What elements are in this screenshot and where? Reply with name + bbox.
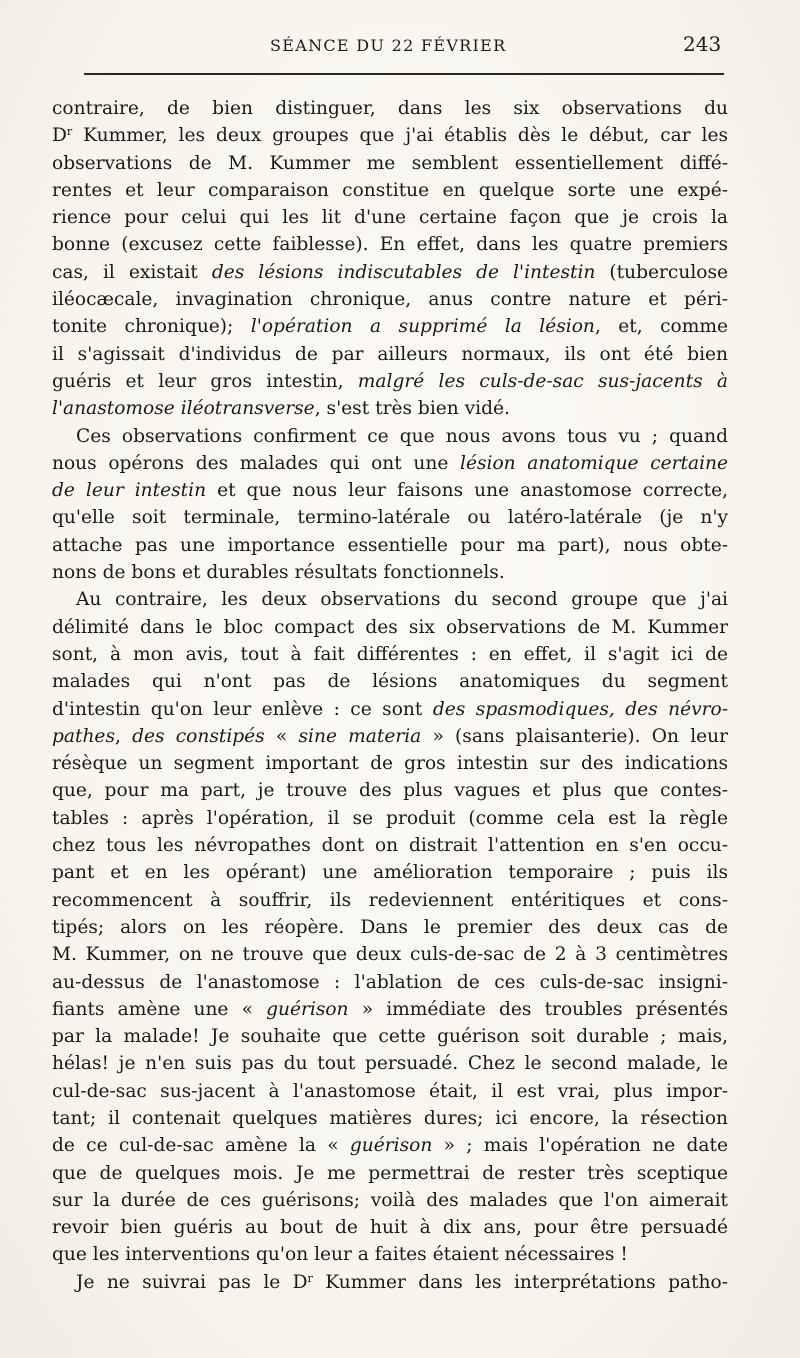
text-segment: hélas! je n'en suis pas du tout persuadé. Chez le second malade, le [52, 1053, 728, 1075]
text-line [52, 641, 728, 668]
text-segment: il s'agissait d'individus de par ailleurs normaux, ils ont été bien [52, 343, 728, 365]
text-line [52, 941, 728, 968]
text-line [52, 423, 728, 450]
italic-text: pathes [52, 725, 115, 747]
text-line [52, 177, 728, 204]
text-line [52, 996, 728, 1023]
text-segment: rience pour celui qui les lit d'une certaine façon que je crois la [52, 207, 728, 229]
text-line [52, 887, 728, 914]
text-segment: iléocæcale, invagination chronique, anus contre nature et péri- [52, 289, 728, 311]
text-line [52, 504, 728, 531]
text-line [52, 777, 728, 804]
text-line [52, 614, 728, 641]
text-line [52, 586, 728, 613]
text-segment: et que nous leur faisons une anastomose correcte, [206, 480, 728, 502]
italic-text: guérison [349, 1135, 433, 1157]
text-segment: cas, il existait [52, 261, 212, 283]
italic-text: des constipés [132, 725, 265, 747]
text-line [52, 122, 728, 149]
text-segment: que, pour ma part, je trouve des plus vagues et plus que contes- [52, 780, 728, 802]
text-segment: fiants amène une « [52, 998, 267, 1020]
text-segment: chez tous les névropathes dont on distrait l'attention en s'en occu- [52, 835, 728, 857]
text-segment: attache pas une importance essentielle pour ma part), nous obte- [52, 534, 728, 556]
text-segment: tipés; alors on les réopère. Dans le premier des deux cas de [52, 916, 728, 938]
text-line [52, 969, 728, 996]
text-segment: M. Kummer, on ne trouve que deux culs-de-sac de 2 à 3 centimètres [52, 944, 728, 966]
text-segment: bonne (excusez cette faiblesse). En effet, dans les quatre premiers [52, 234, 728, 256]
text-segment: pant et en les opérant) une amélioration temporaire ; puis ils [52, 862, 728, 884]
text-segment: qu'elle soit terminale, termino-latérale ou latéro-latérale (je n'y [52, 507, 728, 529]
italic-text: l'anastomose iléotransverse [52, 398, 315, 420]
running-head [0, 30, 800, 62]
text-line [52, 1214, 728, 1241]
text-line [52, 313, 728, 340]
italic-text: guérison [266, 998, 349, 1020]
text-segment: Kummer dans les interprétations patho- [312, 1271, 728, 1293]
text-segment: que les interventions qu'on leur a faites étaient nécessaires ! [52, 1244, 628, 1266]
superscript: r [307, 1271, 313, 1285]
text-line [52, 723, 728, 750]
text-segment: , s'est très bien vidé. [314, 398, 510, 420]
text-segment: » immédiate des troubles présentés [348, 998, 728, 1020]
text-segment: » ; mais l'opération ne date [432, 1135, 728, 1157]
text-line [52, 259, 728, 286]
text-segment: , et, comme [594, 316, 728, 338]
text-segment: Au contraire, les deux observations du second groupe que j'ai [76, 589, 728, 611]
text-segment: que de quelques mois. Je me permettrai de rester très sceptique [52, 1162, 728, 1184]
text-line [52, 750, 728, 777]
text-segment: Ces observations confirment ce que nous avons tous vu ; quand [76, 425, 728, 447]
text-line [52, 1187, 728, 1214]
text-segment: » (sans plaisanterie). On leur [421, 725, 728, 747]
text-line [52, 395, 728, 422]
text-segment: au-dessus de l'anastomose : l'ablation de ces culs-de-sac insigni- [52, 971, 728, 993]
italic-text: l'opération a supprimé la lésion [250, 316, 595, 338]
italic-text: malgré les culs-de-sac sus-jacents à [357, 370, 728, 392]
text-segment: (tuberculose [595, 261, 728, 283]
text-segment: contraire, de bien distinguer, dans les six observations du [52, 98, 728, 119]
text-segment: recommencent à souffrir, ils redeviennent entéritiques et cons- [52, 889, 728, 911]
italic-text: sine materia [298, 725, 422, 747]
text-line [52, 668, 728, 695]
text-line [52, 95, 728, 122]
text-segment: nous opérons des malades qui ont une [52, 452, 461, 474]
text-line [52, 231, 728, 258]
text-line [52, 150, 728, 177]
text-line [52, 559, 728, 586]
text-segment: observations de M. Kummer me semblent essentiellement diffé- [52, 152, 728, 174]
text-line [52, 286, 728, 313]
text-segment: délimité dans le bloc compact des six observations de M. Kummer [52, 616, 728, 638]
text-segment: d'intestin qu'on leur enlève : ce sont [52, 698, 433, 720]
text-segment: revoir bien guéris au bout de huit à dix ans, pour être persuadé [52, 1217, 728, 1239]
running-title: SÉANCE DU 22 FÉVRIER [270, 36, 507, 55]
text-line [52, 1241, 728, 1268]
text-line [52, 477, 728, 504]
text-line [52, 1269, 728, 1296]
text-line [52, 859, 728, 886]
page-number: 243 [683, 32, 722, 56]
text-segment: sont, à mon avis, tout à fait différentes : en effet, il s'agit ici de [52, 643, 728, 665]
italic-text: des spasmodiques, des névro- [432, 698, 728, 720]
text-segment: rentes et leur comparaison constitue en quelque sorte une expé- [52, 179, 728, 201]
text-segment: cul-de-sac sus-jacent à l'anastomose était, il est vrai, plus impor- [52, 1080, 728, 1102]
body-text [52, 95, 728, 1296]
italic-text: des lésions indiscutables de l'intestin [211, 261, 596, 283]
text-line [52, 1160, 728, 1187]
text-segment: résèque un segment important de gros intestin sur des indications [52, 753, 728, 775]
text-line [52, 1078, 728, 1105]
text-segment: sur la durée de ces guérisons; voilà des malades que l'on aimerait [52, 1189, 728, 1211]
text-segment: D [52, 125, 67, 147]
text-line [52, 204, 728, 231]
text-segment: « [264, 725, 299, 747]
text-segment: guéris et leur gros intestin, [52, 370, 358, 392]
text-line [52, 532, 728, 559]
text-segment: tant; il contenait quelques matières dures; ici encore, la résection [52, 1107, 728, 1129]
text-line [52, 696, 728, 723]
text-segment: malades qui n'ont pas de lésions anatomiques du segment [52, 671, 728, 693]
superscript: r [66, 125, 73, 139]
text-segment: par la malade! Je souhaite que cette guérison soit durable ; mais, [52, 1026, 728, 1048]
text-line [52, 1023, 728, 1050]
text-segment: tables : après l'opération, il se produit (comme cela est la règle [52, 807, 728, 829]
text-segment: Kummer, les deux groupes que j'ai établis dès le début, car les [72, 125, 728, 147]
text-segment: de ce cul-de-sac amène la « [52, 1135, 350, 1157]
text-line [52, 368, 728, 395]
text-line [52, 341, 728, 368]
text-segment: Je ne suivrai pas le D [76, 1271, 308, 1293]
text-segment: nons de bons et durables résultats fonctionnels. [52, 562, 505, 584]
text-line [52, 832, 728, 859]
header-rule [84, 73, 724, 75]
text-line [52, 1050, 728, 1077]
text-line [52, 1105, 728, 1132]
text-line [52, 1132, 728, 1159]
text-segment: tonite chronique); [52, 316, 251, 338]
italic-text: lésion anatomique certaine [460, 452, 728, 474]
text-segment: , [114, 725, 133, 747]
text-line [52, 914, 728, 941]
italic-text: de leur intestin [52, 480, 207, 502]
text-line [52, 450, 728, 477]
text-line [52, 805, 728, 832]
